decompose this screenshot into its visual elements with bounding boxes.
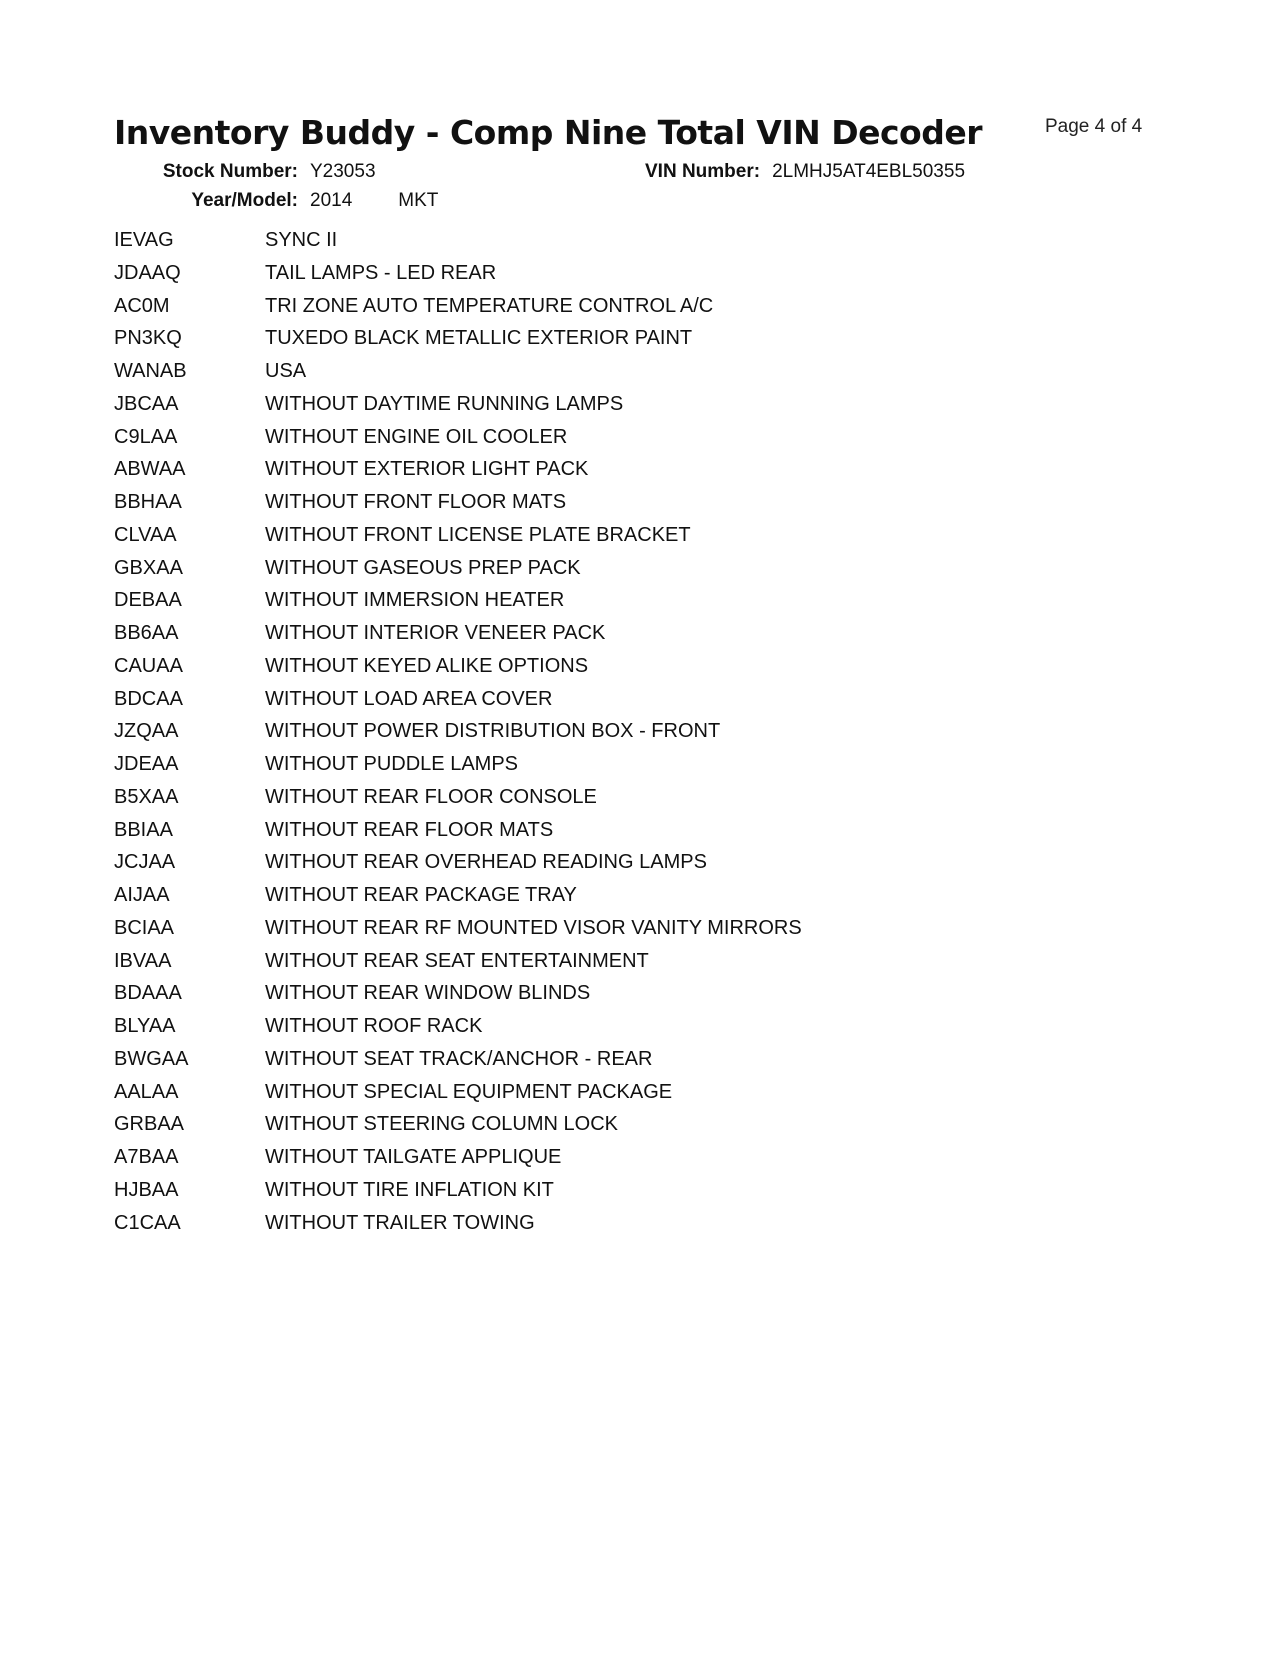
option-description: WITHOUT SEAT TRACK/ANCHOR - REAR <box>265 1047 653 1070</box>
option-description: WITHOUT REAR OVERHEAD READING LAMPS <box>265 851 707 874</box>
option-code: C9LAA <box>114 425 178 448</box>
option-description: WITHOUT POWER DISTRIBUTION BOX - FRONT <box>265 720 721 743</box>
option-row <box>114 1015 1014 1048</box>
option-description: WITHOUT LOAD AREA COVER <box>265 687 553 710</box>
option-row <box>114 589 1014 622</box>
option-description: WITHOUT TAILGATE APPLIQUE <box>265 1146 562 1168</box>
option-row <box>114 655 1014 688</box>
option-row <box>114 720 1014 753</box>
option-code: BWGAA <box>114 1047 189 1070</box>
option-description: WITHOUT DAYTIME RUNNING LAMPS <box>265 392 624 415</box>
option-description: TAIL LAMPS - LED REAR <box>265 261 497 284</box>
option-code: BB6AA <box>114 622 179 644</box>
option-code: A7BAA <box>114 1146 179 1168</box>
option-row <box>114 884 1014 917</box>
option-description: WITHOUT SPECIAL EQUIPMENT PACKAGE <box>265 1080 673 1103</box>
option-description: TUXEDO BLACK METALLIC EXTERIOR PAINT <box>265 327 693 350</box>
option-row <box>114 1081 1014 1114</box>
option-row <box>114 1048 1014 1081</box>
option-row <box>114 229 1014 262</box>
option-row <box>114 393 1014 426</box>
option-row <box>114 295 1014 328</box>
option-row <box>114 1179 1014 1212</box>
option-row <box>114 360 1014 393</box>
option-code: BDAAA <box>114 982 182 1005</box>
option-code: BBHAA <box>114 491 182 513</box>
option-code: AIJAA <box>114 884 170 906</box>
option-code: GBXAA <box>114 556 183 579</box>
option-description: WITHOUT FRONT FLOOR MATS <box>265 491 567 513</box>
page-title: Inventory Buddy - Comp Nine Total VIN Decoder <box>114 113 982 152</box>
option-code: ABWAA <box>114 458 186 481</box>
option-description: WITHOUT KEYED ALIKE OPTIONS <box>265 654 589 677</box>
option-description: WITHOUT FRONT LICENSE PLATE BRACKET <box>265 523 691 546</box>
option-code: WANAB <box>114 360 187 382</box>
option-row <box>114 557 1014 590</box>
vin-number-field <box>645 161 965 183</box>
option-code: DEBAA <box>114 589 182 612</box>
option-row <box>114 262 1014 295</box>
year-model-label: Year/Model: <box>191 190 298 211</box>
option-row <box>114 622 1014 655</box>
option-row <box>114 426 1014 459</box>
option-row <box>114 327 1014 360</box>
option-code: CLVAA <box>114 523 177 546</box>
option-description: SYNC II <box>265 229 338 251</box>
option-code: IEVAG <box>114 229 174 251</box>
option-code: BBIAA <box>114 818 173 841</box>
option-row <box>114 524 1014 557</box>
option-code: CAUAA <box>114 654 183 677</box>
option-code: BCIAA <box>114 916 175 939</box>
option-description: WITHOUT ROOF RACK <box>265 1015 483 1037</box>
year-value: 2014 <box>310 190 353 211</box>
option-code: C1CAA <box>114 1211 181 1234</box>
option-description: WITHOUT REAR SEAT ENTERTAINMENT <box>265 949 649 972</box>
option-description: WITHOUT REAR PACKAGE TRAY <box>265 884 577 906</box>
option-code: BDCAA <box>114 687 183 710</box>
option-description: WITHOUT REAR RF MOUNTED VISOR VANITY MIRRORS <box>265 916 802 939</box>
option-code: IBVAA <box>114 949 172 972</box>
stock-number-value: Y23053 <box>310 161 376 182</box>
stock-number-label: Stock Number: <box>162 161 298 182</box>
year-model-field <box>154 190 438 212</box>
option-description: WITHOUT GASEOUS PREP PACK <box>265 556 581 579</box>
option-description: WITHOUT EXTERIOR LIGHT PACK <box>265 458 589 481</box>
option-description: WITHOUT ENGINE OIL COOLER <box>265 425 568 448</box>
option-code: JDAAQ <box>114 261 181 284</box>
vin-number-label: VIN Number: <box>645 161 761 182</box>
option-description: WITHOUT TRAILER TOWING <box>265 1211 535 1234</box>
stock-number-field <box>154 161 376 183</box>
page-number: Page 4 of 4 <box>1045 116 1143 137</box>
option-description: WITHOUT INTERIOR VENEER PACK <box>265 622 606 644</box>
option-row <box>114 1113 1014 1146</box>
option-description: WITHOUT STEERING COLUMN LOCK <box>265 1113 618 1136</box>
option-row <box>114 982 1014 1015</box>
option-code: PN3KQ <box>114 327 182 350</box>
option-code: GRBAA <box>114 1113 185 1136</box>
option-code: B5XAA <box>114 785 179 808</box>
option-code: BLYAA <box>114 1015 176 1037</box>
option-row <box>114 458 1014 491</box>
option-code: JDEAA <box>114 753 179 775</box>
option-description: WITHOUT REAR FLOOR MATS <box>265 818 554 841</box>
option-row <box>114 917 1014 950</box>
option-row <box>114 1212 1014 1245</box>
vin-number-value: 2LMHJ5AT4EBL50355 <box>772 161 966 182</box>
option-description: TRI ZONE AUTO TEMPERATURE CONTROL A/C <box>265 294 714 317</box>
option-row <box>114 688 1014 721</box>
option-description: WITHOUT TIRE INFLATION KIT <box>265 1178 554 1201</box>
option-code: AALAA <box>114 1080 179 1103</box>
option-row <box>114 786 1014 819</box>
option-code: JCJAA <box>114 851 176 874</box>
option-code: AC0M <box>114 294 170 317</box>
option-description: USA <box>265 360 307 382</box>
option-code: JZQAA <box>114 720 179 743</box>
option-row <box>114 753 1014 786</box>
option-code: HJBAA <box>114 1178 179 1201</box>
option-description: WITHOUT REAR WINDOW BLINDS <box>265 982 591 1005</box>
option-row <box>114 1146 1014 1179</box>
option-row <box>114 819 1014 852</box>
option-description: WITHOUT PUDDLE LAMPS <box>265 753 518 775</box>
option-code-list <box>114 229 1014 1244</box>
option-description: WITHOUT IMMERSION HEATER <box>265 589 565 612</box>
model-value: MKT <box>398 190 439 211</box>
option-code: JBCAA <box>114 392 179 415</box>
option-description: WITHOUT REAR FLOOR CONSOLE <box>265 785 597 808</box>
option-row <box>114 851 1014 884</box>
option-row <box>114 950 1014 983</box>
option-row <box>114 491 1014 524</box>
